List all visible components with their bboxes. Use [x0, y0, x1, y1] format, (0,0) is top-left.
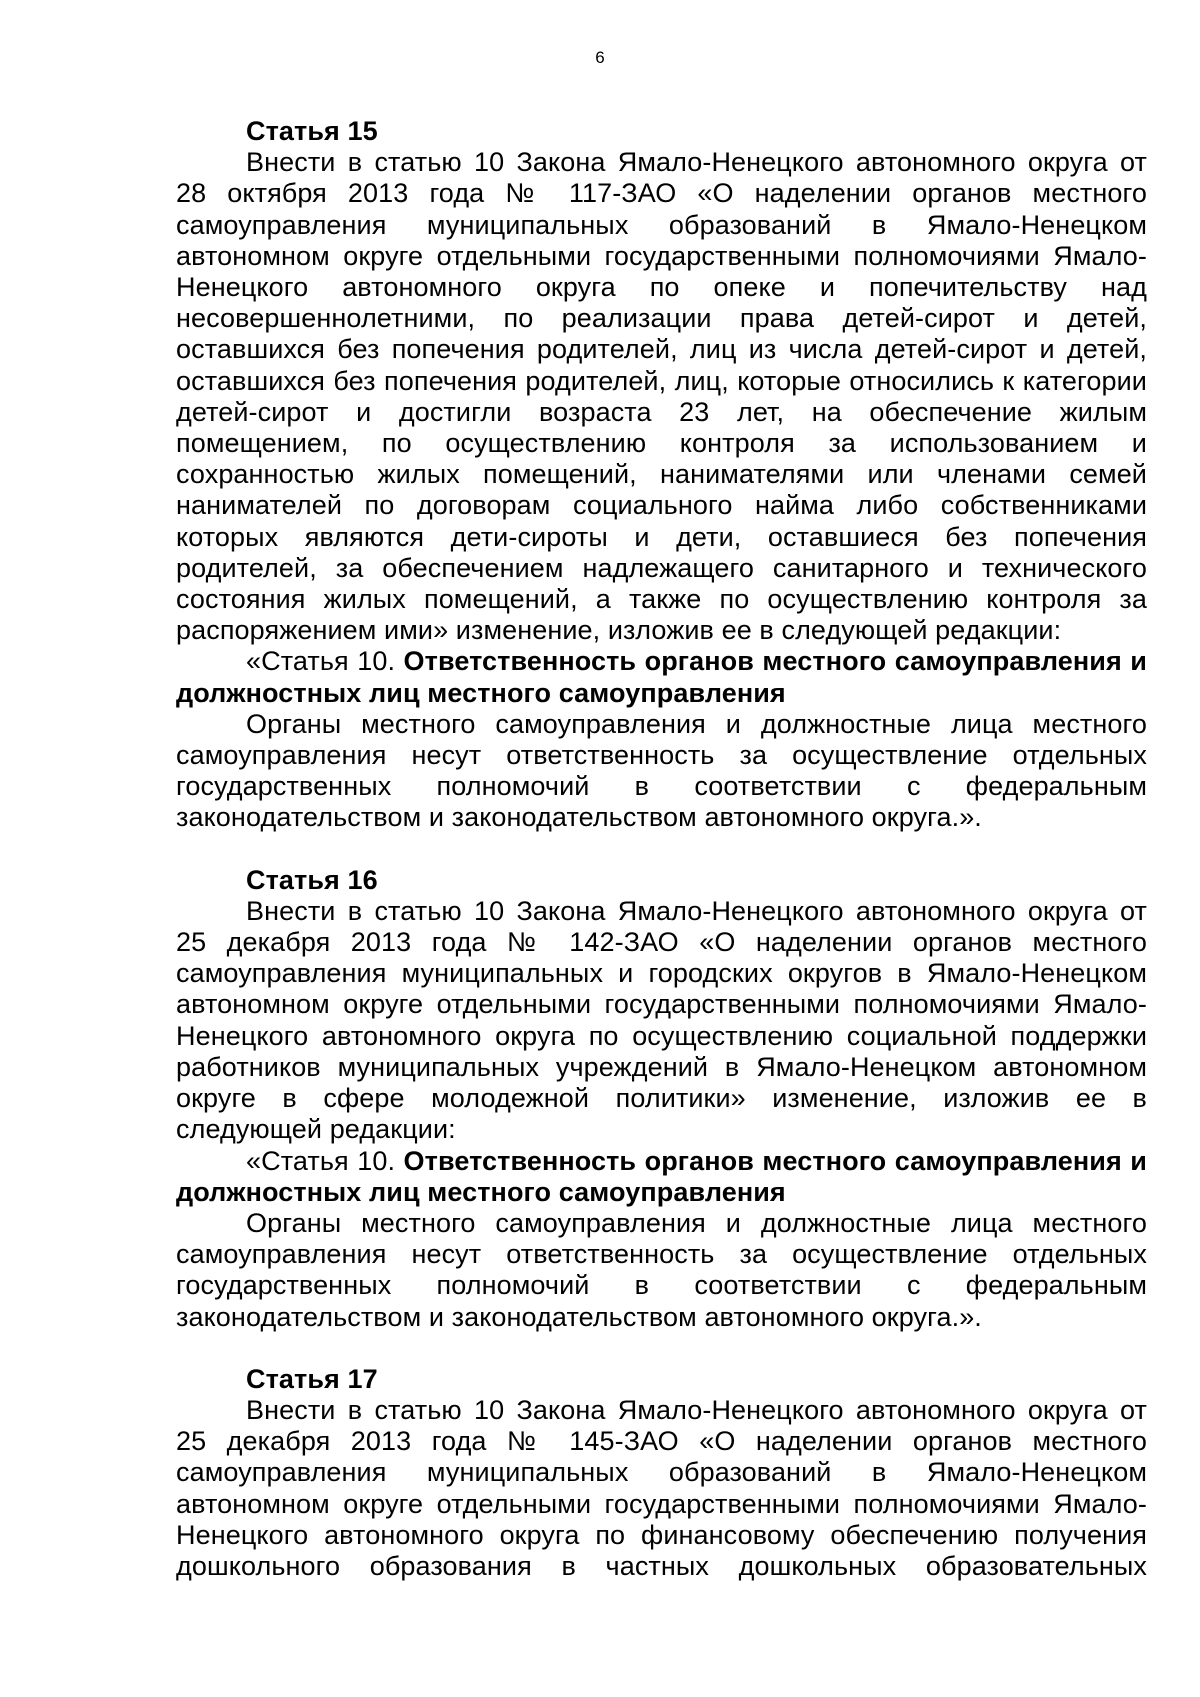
amended-article-title: Ответственность органов местного самоуправления и должностных лиц местного самоуправления	[176, 1145, 1147, 1207]
amended-article-prefix: «Статья 10.	[246, 1145, 396, 1176]
amended-article-title: Ответственность органов местного самоуправления и должностных лиц местного самоуправления	[176, 646, 1147, 708]
article-title: Статья 16	[246, 864, 378, 895]
amended-article-heading	[176, 1146, 1147, 1208]
article-intro-paragraph: Внести в статью 10 Закона Ямало-Ненецкого автономного округа от 25 декабря 2013 года № 142-ЗАО «О наделении органов местного самоуправления муниципальных и городских округов в Ямало-Ненецком автономном округе отдельными государственными полномочиями Ямало-Ненецкого автономного округа по осуществлению социальной поддержки работников муниципальных учреждений в Ямало-Ненецком автономном округе в сфере молодежной политики» изменение, изложив ее в следующей редакции:	[176, 895, 1147, 1145]
amended-article-body: Органы местного самоуправления и должностные лица местного самоуправления несут ответственность за осуществление отдельных государственных полномочий в соответствии с федеральным законодательством и законодательством автономного округа.».	[176, 708, 1147, 833]
article-16	[176, 865, 1147, 1333]
document-body	[176, 116, 1147, 1582]
article-intro-paragraph: Внести в статью 10 Закона Ямало-Ненецкого автономного округа от 25 декабря 2013 года № 145-ЗАО «О наделении органов местного самоуправления муниципальных образований в Ямало-Ненецком автономном округе отдельными государственными полномочиями Ямало-Ненецкого автономного округа по финансовому обеспечению получения дошкольного образования в частных дошкольных образовательных	[176, 1394, 1147, 1581]
article-17	[176, 1364, 1147, 1582]
page-number: 6	[595, 48, 605, 67]
amended-article-prefix: «Статья 10.	[246, 646, 396, 677]
article-title: Статья 17	[246, 1363, 378, 1394]
amended-article-body: Органы местного самоуправления и должностные лица местного самоуправления несут ответственность за осуществление отдельных государственных полномочий в соответствии с федеральным законодательством и законодательством автономного округа.».	[176, 1207, 1147, 1332]
article-title: Статья 15	[246, 116, 378, 146]
amended-article-heading	[176, 646, 1147, 708]
article-15	[176, 116, 1147, 834]
article-intro-paragraph: Внести в статью 10 Закона Ямало-Ненецкого автономного округа от 28 октября 2013 года № 117-ЗАО «О наделении органов местного самоуправления муниципальных образований в Ямало-Ненецком автономном округе отдельными государственными полномочиями Ямало-Ненецкого автономного округа по опеке и попечительству над несовершеннолетними, по реализации права детей-сирот и детей, оставшихся без попечения родителей, лиц из числа детей-сирот и детей, оставшихся без попечения родителей, лиц, которые относились к категории детей-сирот и достигли возраста 23 лет, на обеспечение жилым помещением, по осуществлению контроля за использованием и сохранностью жилых помещений, нанимателями или членами семей нанимателей по договорам социального найма либо собственниками которых являются дети-сироты и дети, оставшиеся без попечения родителей, за обеспечением надлежащего санитарного и технического состояния жилых помещений, а также по осуществлению контроля за распоряжением ими» изменение, изложив ее в следующей редакции:	[176, 147, 1147, 646]
